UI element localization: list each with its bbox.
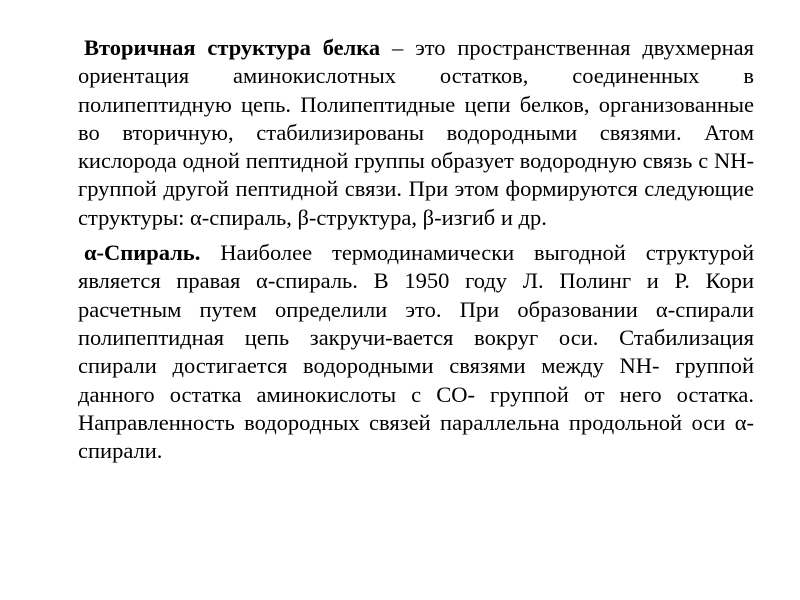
term-secondary-structure: Вторичная структура белка bbox=[84, 35, 381, 60]
paragraph-alpha-helix-text: Наиболее термодинамически выгодной структурой является правая α-спираль. В 1950 году Л. Полинг и Р. Кори расчетным путем определили это. При образовании α-спирали полипептидная цепь закручи-вается вокруг оси. Стабилизация спирали достигается водородными связями между NH- группой данного остатка аминокислоты с СО- группой от него остатка. Направленность водородных связей параллельна продольной оси α-спирали. bbox=[78, 240, 754, 464]
term-alpha-helix: α-Спираль. bbox=[84, 240, 201, 266]
slide-content bbox=[78, 34, 754, 465]
paragraph-alpha-helix bbox=[78, 239, 754, 465]
paragraph-secondary-structure bbox=[78, 34, 754, 232]
paragraph-secondary-structure-text: – это пространственная двухмерная ориентация аминокислотных остатков, соединенных в полипептидную цепь. Полипептидные цепи белков, организованные во вторичную, стабилизированы водородными связями. Атом кислорода одной пептидной группы образует водородную связь с NH- группой другой пептидной связи. При этом формируются следующие структуры: α-спираль, β-структура, β-изгиб и др. bbox=[78, 35, 754, 230]
